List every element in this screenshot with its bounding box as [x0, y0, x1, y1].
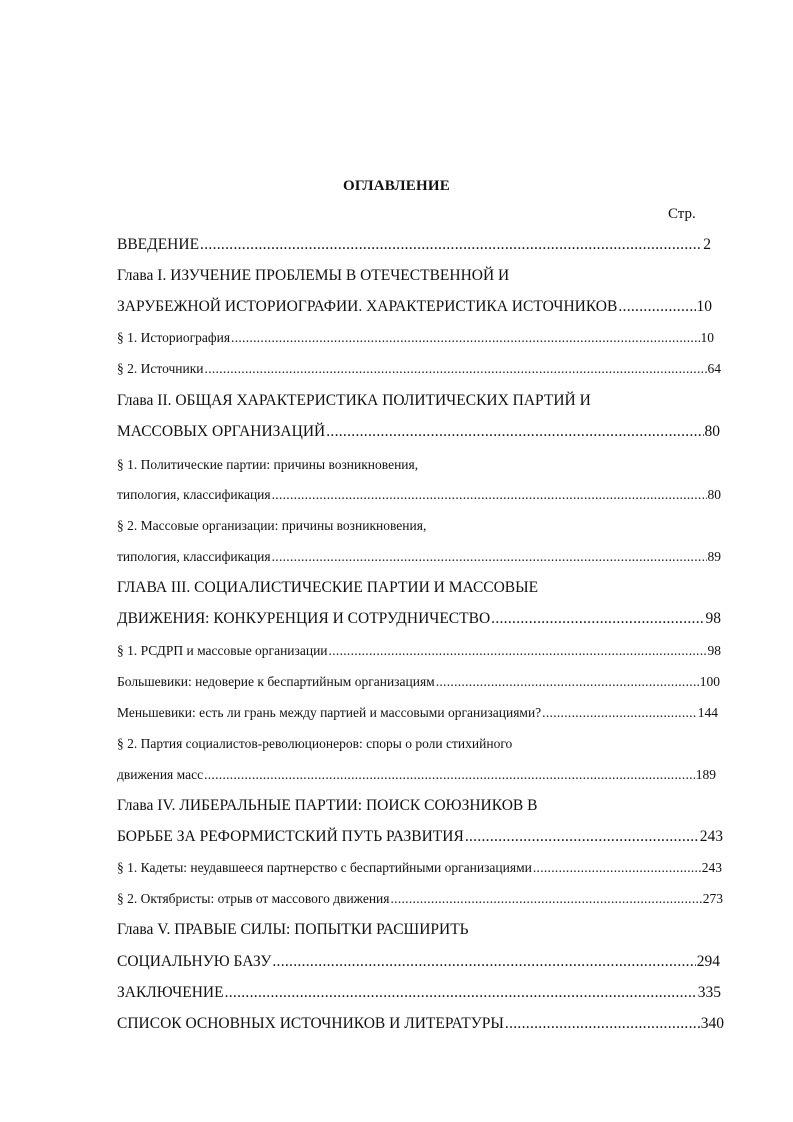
toc-page-number: 100 [699, 674, 720, 689]
dot-leader [505, 1014, 700, 1034]
toc-entry-text: БОРЬБЕ ЗА РЕФОРМИСТСКИЙ ПУТЬ РАЗВИТИЯ [117, 828, 464, 845]
dot-leader [225, 983, 697, 1003]
toc-entry-text: § 2. Октябристы: отрыв от массового движения [117, 891, 390, 906]
toc-entry [117, 672, 720, 692]
toc-page-number: 189 [695, 767, 716, 782]
toc-entry [117, 485, 721, 505]
toc-page-number: 243 [701, 860, 722, 875]
toc-heading-line: § 1. Политические партии: причины возникновения, [117, 457, 419, 472]
toc-page-number: 80 [704, 423, 720, 440]
dot-leader [533, 858, 701, 878]
toc-entry-text: ЗАРУБЕЖНОЙ ИСТОРИОГРАФИИ. ХАРАКТЕРИСТИКА ИСТОЧНИКОВ [117, 298, 618, 315]
toc-entry-text: § 1. РСДРП и массовые организации [117, 643, 328, 658]
toc-heading-line: Глава II. ОБЩАЯ ХАРАКТЕРИСТИКА ПОЛИТИЧЕСКИХ ПАРТИЙ И [117, 392, 591, 409]
page-title: ОГЛАВЛЕНИЕ [343, 178, 450, 194]
toc-page-number: 64 [707, 361, 721, 376]
toc-entry [117, 983, 721, 1003]
dot-leader [491, 609, 704, 629]
toc-heading-line: Глава I. ИЗУЧЕНИЕ ПРОБЛЕМЫ В ОТЕЧЕСТВЕННОЙ И [117, 267, 510, 284]
toc-page-number: 89 [707, 549, 721, 564]
toc-entry-text: Меньшевики: есть ли грань между партией и массовыми организациями? [117, 705, 542, 720]
toc-entry [117, 827, 723, 847]
toc-entry [117, 609, 721, 629]
toc-heading-line: § 2. Массовые организации: причины возникновения, [117, 518, 427, 533]
dot-leader [326, 422, 703, 442]
toc-entry [117, 359, 721, 379]
toc-heading-line: Глава IV. ЛИБЕРАЛЬНЫЕ ПАРТИИ: ПОИСК СОЮЗНИКОВ В [117, 797, 538, 814]
toc-entry-text: МАССОВЫХ ОРГАНИЗАЦИЙ [117, 423, 326, 440]
toc-entry [117, 235, 711, 255]
toc-entry [117, 765, 716, 785]
toc-page-number: 273 [702, 891, 723, 906]
toc-page-number: 98 [707, 643, 721, 658]
dot-leader [272, 952, 695, 972]
toc-entry-text: § 1. Историография [117, 330, 231, 345]
toc-page-number: 335 [697, 984, 721, 1001]
toc-page-number: 10 [700, 330, 714, 345]
toc-entry [117, 422, 720, 442]
toc-page-number: 340 [700, 1015, 724, 1032]
toc-page-number: 144 [697, 705, 718, 720]
dot-leader [329, 641, 707, 661]
toc-entry-text: § 2. Источники [117, 361, 204, 376]
dot-leader [204, 765, 695, 785]
toc-entry-text: Большевики: недоверие к беспартийным организациям [117, 674, 435, 689]
toc-entry-text: движения масс [117, 767, 204, 782]
toc-page-number: 80 [707, 487, 721, 502]
toc-entry [117, 889, 723, 909]
page-column-label: Стр. [668, 206, 696, 222]
toc-entry-text: ВВЕДЕНИЕ [117, 236, 200, 253]
toc-entry-text: типология, классификация [117, 549, 271, 564]
toc-entry [117, 1014, 724, 1034]
toc-page-number: 294 [696, 953, 720, 970]
dot-leader [390, 889, 701, 909]
toc-entry-text: типология, классификация [117, 487, 271, 502]
toc-page-number: 2 [703, 236, 711, 253]
toc-entry-text: ДВИЖЕНИЯ: КОНКУРЕНЦИЯ И СОТРУДНИЧЕСТВО [117, 610, 491, 627]
toc-heading-line: Глава V. ПРАВЫЕ СИЛЫ: ПОПЫТКИ РАСШИРИТЬ [117, 921, 469, 938]
toc-page-number: 10 [696, 298, 712, 315]
toc-entry [117, 952, 720, 972]
dot-leader [618, 297, 695, 317]
toc-entry [117, 858, 722, 878]
toc-page-number: 243 [699, 828, 723, 845]
dot-leader [465, 827, 699, 847]
dot-leader [205, 359, 707, 379]
dot-leader [272, 485, 707, 505]
toc-entry-text: § 1. Кадеты: неудавшееся партнерство с беспартийными организациями [117, 860, 532, 875]
toc-entry-text: СОЦИАЛЬНУЮ БАЗУ [117, 953, 272, 970]
toc-entry [117, 641, 721, 661]
dot-leader [272, 547, 707, 567]
toc-heading-line: § 2. Партия социалистов-революционеров: споры о роли стихийного [117, 736, 513, 751]
toc-page-number: 98 [705, 610, 721, 627]
toc-entry [117, 703, 718, 723]
toc-entry [117, 328, 714, 348]
toc-entry [117, 297, 712, 317]
dot-leader [542, 703, 697, 723]
toc-heading-line: ГЛАВА III. СОЦИАЛИСТИЧЕСКИЕ ПАРТИИ И МАССОВЫЕ [117, 579, 539, 596]
dot-leader [436, 672, 699, 692]
toc-entry-text: ЗАКЛЮЧЕНИЕ [117, 984, 224, 1001]
toc-entry [117, 547, 721, 567]
toc-entry-text: СПИСОК ОСНОВНЫХ ИСТОЧНИКОВ И ЛИТЕРАТУРЫ [117, 1015, 504, 1032]
dot-leader [200, 235, 702, 255]
dot-leader [231, 328, 699, 348]
